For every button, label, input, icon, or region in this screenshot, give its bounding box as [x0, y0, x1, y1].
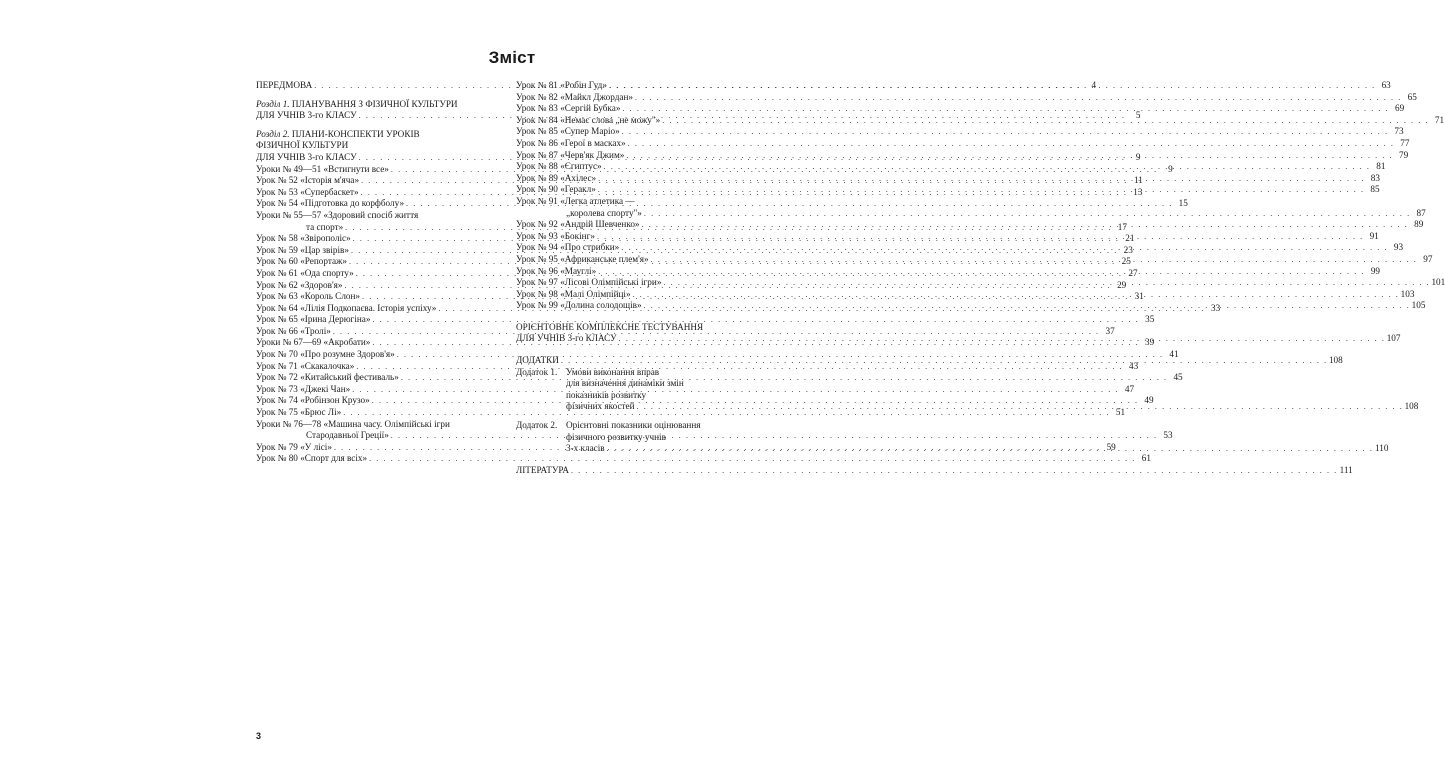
dot-leader: [644, 208, 1411, 220]
toc-entry-lesson[interactable]: [516, 126, 1404, 138]
toc-entry-lesson[interactable]: [516, 161, 1386, 173]
toc-entry-lesson[interactable]: [516, 91, 1417, 104]
dot-leader: [598, 173, 1365, 185]
dot-leader: [609, 80, 1376, 92]
entry-title: Урок № 97 «Лісові Олімпійські ігри»: [516, 277, 662, 288]
entry-title-cont: фізичних якостей: [566, 401, 635, 412]
entry-page: 77: [1400, 137, 1410, 148]
dot-leader: [662, 115, 1429, 127]
entry-title: Урок № 82 «Майкл Джордан»: [516, 91, 634, 102]
dot-leader: [604, 161, 1371, 173]
entry-page: 31: [1134, 291, 1144, 302]
entry-title: Урок № 62 «Здоров'я»: [256, 279, 343, 290]
entry-page: 17: [1117, 221, 1127, 232]
section-label: Розділ 2.: [256, 128, 290, 139]
dot-leader: [644, 300, 1411, 312]
entry-title-cont: Стародавньої Греції»: [306, 430, 389, 441]
entry-title: ЛІТЕРАТУРА: [516, 464, 569, 475]
dot-leader: [561, 355, 1328, 367]
entry-title: Урок № 92 «Андрій Шевченко»: [516, 219, 640, 230]
entry-title: Урок № 87 «Черв'як Джим»: [516, 149, 625, 160]
entry-title: Урок № 98 «Малі Олімпійці»: [516, 288, 631, 299]
entry-title: Урок № 63 «Король Слон»: [256, 291, 361, 302]
entry-title: Урок № 66 «Тролі»: [256, 325, 331, 336]
dot-leader: [628, 138, 1395, 150]
entry-title: Урок № 71 «Скакалочка»: [256, 360, 355, 371]
toc-entry-lesson[interactable]: [516, 80, 1391, 92]
entry-title: Урок № 74 «Робінзон Крузо»: [256, 395, 370, 406]
entry-title: Урок № 96 «Мауглі»: [516, 265, 597, 276]
entry-page: 4: [1091, 80, 1097, 90]
entry-title-cont: 3-х класів: [566, 443, 605, 454]
dot-leader: [633, 289, 1400, 301]
entry-page: 108: [1404, 401, 1419, 412]
entry-title: Урок № 65 «Ірина Дерюгіна»: [256, 314, 371, 325]
dot-leader: [372, 314, 1139, 326]
entry-title-cont: ФІЗИЧНОЇ КУЛЬТУРИ: [256, 140, 349, 151]
entry-title-cont: фізичного розвитку учнів: [566, 431, 666, 442]
entry-title: Урок № 79 «У лісі»: [256, 441, 332, 452]
entry-title: Урок № 93 «Бокінг»: [516, 230, 595, 241]
entry-page: 25: [1121, 256, 1131, 267]
entry-title-cont: ДЛЯ УЧНІВ 3-го КЛАСУ: [256, 110, 357, 121]
toc-entry-literature[interactable]: [516, 464, 1353, 477]
entry-page: 91: [1369, 230, 1379, 241]
entry-page: 43: [1128, 360, 1139, 371]
entry-page: 23: [1123, 244, 1133, 255]
dot-leader: [622, 126, 1389, 138]
entry-title: Урок № 91 «Легка атлетика —: [516, 195, 635, 206]
entry-page: 65: [1407, 91, 1417, 102]
entry-title: Урок № 84 «Немає слова „не можу"»: [516, 114, 661, 125]
entry-title: Урок № 90 «Геракл»: [516, 184, 596, 195]
entry-title-cont: ДЛЯ УЧНІВ 3-го КЛАСУ: [256, 151, 357, 162]
entry-page: 110: [1375, 443, 1389, 454]
dot-leader: [621, 242, 1388, 254]
entry-title: ПЛАНУВАННЯ З ФІЗИЧНОЇ КУЛЬТУРИ: [291, 98, 458, 109]
section-label: Розділ 1.: [256, 98, 290, 109]
entry-page: 93: [1393, 242, 1404, 253]
dot-leader: [598, 184, 1365, 196]
entry-page: 69: [1395, 103, 1405, 114]
appendix-label: Додаток 1.: [516, 366, 558, 377]
entry-page: 15: [1178, 198, 1188, 209]
entry-page: 35: [1145, 314, 1155, 325]
dot-leader: [622, 103, 1389, 115]
page-title: Зміст: [488, 48, 536, 67]
entry-title: ОРІЄНТОВНЕ КОМПЛЕКСНЕ ТЕСТУВАННЯ: [516, 321, 704, 332]
entry-page: 63: [1381, 80, 1391, 90]
dot-leader: [635, 92, 1402, 104]
entry-page: 27: [1128, 267, 1138, 278]
appendix-label: Додаток 2.: [516, 420, 558, 431]
toc-entry-lesson[interactable]: [256, 407, 1126, 419]
entry-page: 9: [1168, 163, 1173, 174]
toc-entry-lesson[interactable]: [256, 314, 1155, 326]
entry-page: 79: [1398, 149, 1409, 160]
entry-page: 51: [1115, 407, 1126, 418]
dot-leader: [642, 219, 1409, 231]
entry-page: 101: [1431, 277, 1445, 288]
entry-title: ПЛАНИ-КОНСПЕКТИ УРОКІВ: [291, 128, 420, 139]
entry-title: Урок № 52 «Історія м'яча»: [256, 175, 360, 186]
entry-page: 49: [1144, 395, 1154, 406]
entry-title: Урок № 99 «Долина солодощів»: [516, 300, 642, 311]
entry-page: 71: [1434, 114, 1445, 125]
entry-title: Урок № 72 «Китайський фестиваль»: [256, 372, 399, 383]
entry-title: Урок № 73 «Джекі Чан»: [256, 383, 351, 394]
entry-title: Урок № 70 «Про розумне Здоров'я»: [256, 349, 395, 360]
entry-title: Урок № 89 «Ахілес»: [516, 172, 597, 183]
entry-title: Урок № 61 «Ода спорту»: [256, 267, 354, 278]
dot-leader: [626, 150, 1393, 162]
entry-title-cont: показників розвитку: [566, 389, 647, 400]
dot-leader: [651, 254, 1418, 266]
entry-title: Умови виконання вправ: [566, 366, 660, 377]
entry-title: ПЕРЕДМОВА: [256, 80, 313, 90]
entry-page: 9: [1135, 151, 1141, 162]
entry-page: 29: [1117, 279, 1127, 290]
entry-page: 41: [1169, 349, 1179, 360]
entry-page: 81: [1376, 161, 1386, 172]
toc-entry-lesson[interactable]: [516, 137, 1410, 150]
entry-title: Урок № 88 «Єгиптус»: [516, 161, 602, 172]
toc-entry-lesson[interactable]: [516, 114, 1445, 127]
entry-page: 97: [1423, 253, 1433, 264]
entry-title-cont: та спорт»: [306, 221, 344, 232]
entry-title: Орієнтовні показники оцінювання: [566, 420, 701, 431]
entry-page: 59: [1106, 441, 1116, 452]
dot-leader: [597, 231, 1364, 243]
dot-leader: [637, 401, 1404, 413]
entry-title: Урок № 75 «Брюс Лі»: [256, 407, 342, 418]
entry-page: 5: [1135, 110, 1141, 121]
entry-title: Урок № 86 «Герої в масках»: [516, 137, 626, 148]
entry-title: Уроки № 67—69 «Акробати»: [256, 337, 371, 348]
entry-page: 99: [1370, 265, 1381, 276]
entry-title: Урок № 94 «Про стрибки»: [516, 242, 620, 253]
entry-title: ДОДАТКИ: [516, 355, 559, 366]
entry-title: Урок № 83 «Сергій Бубка»: [516, 103, 621, 114]
dot-leader: [619, 333, 1386, 345]
toc-entry-lesson[interactable]: [516, 149, 1409, 162]
entry-page: 87: [1416, 207, 1426, 218]
entry-page: 107: [1386, 333, 1401, 344]
entry-title: Урок № 53 «Супербаскет»: [256, 186, 359, 197]
entry-title: Уроки № 76—78 «Машина часу. Олімпійські ігри: [256, 418, 450, 429]
entry-page: 37: [1105, 325, 1115, 336]
dot-leader: [663, 277, 1430, 289]
page-number: 3: [256, 731, 262, 741]
dot-leader: [598, 266, 1365, 278]
entry-title-cont: ДЛЯ УЧНІВ 3-го КЛАСУ: [516, 333, 617, 344]
entry-page: 111: [1339, 464, 1353, 475]
entry-page: 13: [1133, 186, 1143, 197]
entry-title: Урок № 95 «Африканське плем'я»: [516, 253, 649, 264]
entry-title: Урок № 85 «Супер Маріо»: [516, 126, 620, 137]
entry-page: 45: [1173, 372, 1183, 383]
entry-title: Урок № 80 «Спорт для всіх»: [256, 453, 368, 464]
entry-title: Урок № 58 «Звірополіс»: [256, 233, 351, 244]
entry-page: 61: [1141, 453, 1151, 464]
entry-title: Урок № 60 «Репортаж»: [256, 256, 347, 267]
entry-title-cont: для визначення динаміки змін: [566, 378, 684, 389]
entry-page: 73: [1394, 126, 1404, 137]
toc-entry-lesson[interactable]: [516, 103, 1405, 115]
dot-leader: [369, 453, 1136, 465]
entry-page: 47: [1124, 383, 1135, 394]
entry-page: 85: [1370, 184, 1380, 195]
entry-page: 21: [1125, 233, 1135, 244]
entry-page: 83: [1370, 172, 1380, 183]
entry-page: 89: [1414, 219, 1424, 230]
entry-title: Уроки № 49—51 «Встигнути все»: [256, 163, 389, 174]
entry-page: 39: [1145, 337, 1155, 348]
entry-page: 33: [1211, 302, 1221, 313]
entry-title: Урок № 54 «Підготовка до корфболу»: [256, 198, 405, 209]
entry-title: Уроки № 55—57 «Здоровий спосіб життя: [256, 209, 419, 220]
toc-entry-lesson[interactable]: [256, 453, 1151, 465]
entry-page: 11: [1134, 175, 1143, 186]
entry-page: 105: [1411, 300, 1426, 311]
entry-page: 53: [1163, 430, 1173, 441]
dot-leader: [571, 465, 1338, 477]
entry-title-cont: „королева спорту"»: [566, 207, 642, 218]
entry-title: Урок № 59 «Цар звірів»: [256, 244, 349, 255]
entry-title: Урок № 64 «Лілія Подкопаєва. Історія успіху»: [256, 302, 437, 313]
entry-page: 108: [1328, 355, 1343, 366]
dot-leader: [607, 443, 1374, 455]
entry-page: 103: [1400, 288, 1415, 299]
entry-title: Урок № 81 «Робін Гуд»: [516, 80, 607, 90]
